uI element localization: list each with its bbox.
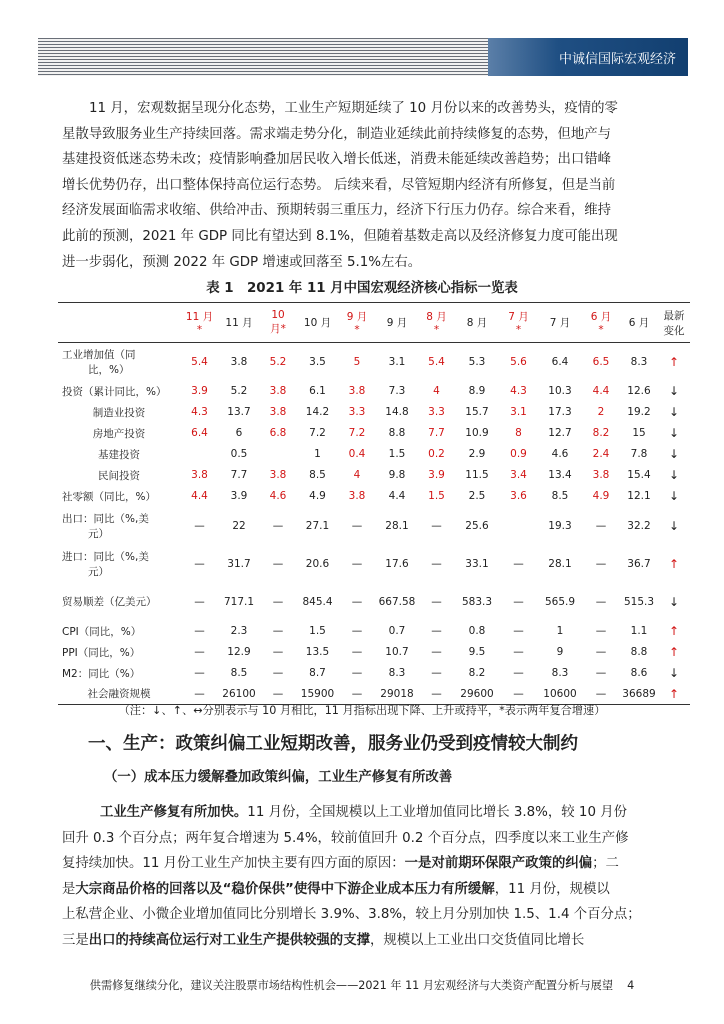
table-cell: 1.5 — [428, 490, 445, 502]
table-cell: — — [595, 667, 607, 679]
table-cell: — — [194, 625, 205, 637]
table-row — [58, 642, 690, 663]
row-label — [58, 343, 180, 381]
row-label-line: 社会融资规模 — [87, 688, 151, 701]
table-cell: 7.2 — [348, 427, 366, 439]
row-label-line: 制造业投资 — [92, 406, 146, 419]
table-cell — [180, 444, 219, 465]
table-cell: 6.8 — [269, 427, 287, 439]
table-cell: — — [272, 667, 284, 679]
table-cell: 3.9 — [230, 490, 248, 502]
table-cell: — — [431, 557, 442, 570]
table-cell: 3.8 — [592, 469, 610, 481]
row-label — [58, 486, 180, 507]
body-line: 回升 0.3 个百分点；两年复合增速为 5.4%，较前值回升 0.2 个百分点，四季度以来工业生产修 — [62, 830, 629, 846]
bold-phrase: 出口的持续高位运行对工业生产提供较强的支撑 — [88, 932, 370, 948]
table-cell: — — [272, 519, 284, 532]
table-cell: 4.3 — [510, 385, 527, 397]
header-line: 月* — [270, 323, 286, 335]
trend-down-icon: ↓ — [668, 447, 680, 461]
trend-up-icon: ↑ — [668, 624, 680, 638]
table-cell: — — [513, 625, 524, 637]
table-cell: 14.2 — [305, 406, 330, 418]
page-number: 4 — [627, 979, 635, 992]
table-cell: 25.6 — [465, 519, 489, 532]
header-brand: 中诚信国际宏观经济 — [558, 52, 676, 67]
table-cell: 3.3 — [428, 406, 445, 418]
table-cell: 0.4 — [348, 448, 366, 460]
table-row — [58, 663, 690, 684]
header-line: 7 月 — [549, 317, 571, 329]
table-cell: 4.9 — [592, 490, 610, 502]
table-cell: 8.9 — [468, 385, 486, 397]
page-header — [38, 38, 688, 76]
table-cell: 8.2 — [592, 427, 610, 439]
table-cell: 0.2 — [428, 448, 445, 460]
header-line: 8 月 — [426, 311, 447, 323]
table-cell: 12.1 — [627, 490, 651, 502]
table-cell: 3.9 — [191, 385, 208, 397]
table-cell: 7.7 — [230, 469, 248, 481]
table-cell: 6.5 — [592, 355, 610, 368]
trend-down-icon: ↓ — [668, 594, 680, 609]
table-cell: 8.5 — [551, 490, 569, 502]
table-cell: 0.9 — [510, 448, 527, 460]
table-cell: 8.5 — [230, 667, 248, 679]
table-cell: 13.4 — [548, 469, 572, 481]
table-cell: 8.3 — [630, 355, 648, 368]
row-label — [58, 642, 180, 663]
body-line — [62, 851, 662, 877]
table-cell: 8.7 — [309, 667, 326, 679]
table-body — [58, 343, 690, 705]
row-label — [58, 444, 180, 465]
row-label-line: 比，%） — [88, 363, 130, 376]
header-cell — [180, 303, 219, 343]
table-cell: — — [431, 667, 442, 679]
table-cell: 7.3 — [388, 385, 406, 397]
intro-line: 经济发展面临需求收缩、供给冲击、预期转弱三重压力，经济下行压力仍存。综合来看，维持 — [62, 203, 612, 219]
table-cell: 5 — [353, 355, 361, 368]
table-cell: 10.7 — [385, 646, 409, 658]
header-brand-band — [488, 38, 688, 76]
intro-line: 进一步弱化，预测 2022 年 GDP 增速或回落至 5.1%左右。 — [62, 254, 422, 270]
table-cell: — — [431, 646, 442, 658]
table-cell: — — [351, 625, 363, 637]
table-cell: 1.5 — [388, 448, 406, 460]
row-label — [58, 423, 180, 444]
row-label-line: M2：同比（%） — [62, 667, 141, 680]
table-cell: 7.8 — [630, 448, 648, 460]
table-cell: — — [351, 667, 363, 679]
table-cell: 0.8 — [468, 625, 486, 637]
table-cell: 5.4 — [191, 355, 208, 368]
row-label-line: 元） — [88, 565, 109, 578]
table-cell: — — [194, 667, 205, 679]
table-cell: — — [513, 646, 524, 658]
table-cell: — — [194, 519, 205, 532]
indicator-table — [58, 302, 690, 705]
table-cell: 15900 — [300, 687, 335, 700]
table-cell: — — [194, 646, 205, 658]
table-row — [58, 507, 690, 545]
row-label-line: 进口：同比（%,美 — [62, 550, 149, 563]
table-cell: 5.2 — [269, 355, 287, 368]
table-cell: — — [272, 625, 284, 637]
section-title: 一、生产：政策纠偏工业短期改善，服务业仍受到疫情较大制约 — [88, 734, 578, 754]
table-cell: 5.3 — [468, 355, 486, 368]
table-title: 表 1 2021 年 11 月中国宏观经济核心指标一览表 — [206, 281, 518, 296]
table-cell: 1.1 — [630, 625, 648, 637]
table-cell: 22 — [232, 519, 246, 532]
table-cell: 3.5 — [309, 355, 326, 368]
table-cell: 31.7 — [227, 557, 251, 570]
table-cell: — — [595, 557, 607, 570]
header-line: 10 — [271, 309, 285, 321]
table-cell: 3.1 — [388, 355, 406, 368]
row-label — [58, 663, 180, 684]
table-cell: 28.1 — [548, 557, 572, 570]
trend-down-icon: ↓ — [668, 518, 680, 533]
header-cell — [620, 303, 658, 343]
body-line — [62, 800, 662, 826]
table-cell: 4 — [433, 385, 440, 397]
header-cell — [418, 303, 455, 343]
table-cell: 4.3 — [191, 406, 208, 418]
header-cell — [259, 303, 297, 343]
table-cell: — — [513, 557, 524, 570]
table-cell: — — [351, 557, 363, 570]
table-cell: 29600 — [460, 687, 494, 700]
table-cell: 17.6 — [385, 557, 409, 570]
table-cell: 14.8 — [385, 406, 409, 418]
table-cell: 9.5 — [468, 646, 486, 658]
table-cell: — — [351, 595, 363, 608]
row-label-line: 工业增加值（同 — [62, 348, 136, 361]
table-row — [58, 381, 690, 402]
body-text: ，11 月份，规模以 — [494, 881, 610, 897]
row-label-line: CPI（同比，%） — [62, 625, 142, 638]
header-cell — [219, 303, 259, 343]
table-cell: 515.3 — [623, 595, 655, 608]
table-cell: 29018 — [380, 687, 414, 700]
table-cell: 36.7 — [627, 557, 651, 570]
header-line: 变化 — [663, 324, 685, 337]
table-row — [58, 423, 690, 444]
table-cell: 6.4 — [551, 355, 569, 368]
table-cell: 3.6 — [510, 490, 527, 502]
table-cell: 0.7 — [388, 625, 406, 637]
header-line: 8 月 — [466, 317, 488, 329]
table-cell: 717.1 — [223, 595, 255, 608]
table-cell: 2.5 — [468, 490, 486, 502]
table-cell: — — [595, 625, 607, 637]
table-cell: 12.9 — [227, 646, 251, 658]
row-label-line: 民间投资 — [98, 469, 140, 482]
intro-line: 增长优势仍存，出口整体保持高位运行态势。 后续来看，尽管短期内经济有所修复，但是当前 — [62, 177, 616, 193]
table-cell: 9 — [556, 646, 564, 658]
table-note: （注：↓、↑、↔分别表示与 10 月相比，11 月指标出现下降、上升或持平，*表示两年复合增速） — [118, 704, 606, 717]
body-text: 11 月份，全国规模以上工业增加值同比增长 3.8%，较 10 月份 — [247, 805, 628, 820]
table-cell: — — [194, 595, 205, 608]
table-cell: 8.3 — [551, 667, 569, 679]
table-cell: 7.7 — [428, 427, 445, 439]
table-cell: 15 — [632, 427, 646, 439]
table-cell: — — [194, 557, 205, 570]
header-line: 11 月 — [225, 317, 253, 329]
table-cell: 20.6 — [305, 557, 330, 570]
body-text: 三是 — [62, 932, 89, 948]
header-cell — [499, 303, 538, 343]
table-cell: 2.3 — [230, 625, 248, 637]
row-label — [58, 402, 180, 423]
table-cell: 3.8 — [269, 406, 287, 418]
footer-text: 供需修复继续分化，建议关注股票市场结构性机会——2021 年 11 月宏观经济与大类资产配置分析与展望 — [89, 979, 614, 992]
table-cell: 12.7 — [548, 427, 572, 439]
table-cell: 3.8 — [348, 385, 366, 397]
bold-phrase: 工业生产修复有所加快。 — [100, 805, 248, 820]
table-cell: 1 — [314, 448, 321, 460]
row-label — [58, 545, 180, 583]
table-header-row — [58, 303, 690, 343]
trend-down-icon: ↓ — [668, 405, 680, 419]
table-cell: 10600 — [543, 687, 577, 700]
table-cell: 3.4 — [510, 469, 527, 481]
table-cell: 2 — [597, 406, 605, 418]
table-cell: 4.6 — [551, 448, 569, 460]
table-cell: 8.2 — [468, 667, 486, 679]
header-line: * — [515, 324, 522, 336]
table-cell: — — [272, 557, 284, 570]
table-cell: — — [272, 687, 284, 700]
table-cell: 2.9 — [468, 448, 486, 460]
trend-down-icon: ↓ — [668, 468, 680, 482]
table-cell — [499, 507, 538, 545]
header-cell — [376, 303, 418, 343]
header-line: 最新 — [663, 309, 685, 322]
body-text: 是 — [62, 881, 76, 897]
header-cell — [297, 303, 338, 343]
table-cell: 3.8 — [348, 490, 366, 502]
header-line: 11 月 — [185, 311, 214, 323]
table-cell: — — [595, 519, 607, 532]
header-line: 10 月 — [303, 317, 332, 329]
row-label — [58, 381, 180, 402]
row-label-line: 贸易顺差（亿美元） — [62, 596, 157, 608]
table-cell: — — [595, 687, 607, 700]
trend-up-icon: ↑ — [668, 556, 680, 571]
table-cell: 8.3 — [388, 667, 406, 679]
table-cell: 667.58 — [378, 595, 416, 608]
table-cell: 19.3 — [548, 519, 572, 532]
table-cell: 5.2 — [230, 385, 248, 397]
table-cell: — — [194, 687, 205, 700]
table-cell: 8.6 — [630, 667, 648, 679]
table-cell: 4.6 — [269, 490, 287, 502]
table-cell: 26100 — [222, 687, 256, 700]
trend-up-icon: ↑ — [668, 686, 680, 701]
table-cell: 3.1 — [510, 406, 527, 418]
table-cell: — — [595, 595, 607, 608]
table-cell: 4.4 — [592, 385, 610, 397]
table-cell: 15.7 — [465, 406, 489, 418]
table-cell: 3.8 — [191, 469, 208, 481]
table-cell: 5.4 — [428, 355, 445, 368]
table-cell: 13.7 — [227, 406, 251, 418]
trend-up-icon: ↑ — [668, 354, 680, 369]
table-cell: 10.3 — [548, 385, 572, 397]
table-row — [58, 621, 690, 642]
table-cell: 11.5 — [465, 469, 489, 481]
header-line: 7 月 — [508, 311, 529, 323]
table-cell: — — [272, 646, 284, 658]
table-cell: 845.4 — [302, 595, 333, 608]
bold-phrase: 一是对前期环保限产政策的纠偏 — [404, 856, 593, 872]
header-cell — [582, 303, 620, 343]
body-line: 上私营企业、小微企业增加值同比分别增长 3.9%、3.8%，较上月分别加快 1.5、1.4 个百分点； — [62, 907, 641, 923]
header-line: * — [433, 324, 440, 336]
table-cell: 28.1 — [385, 519, 409, 532]
table-cell: 8.8 — [388, 427, 406, 439]
table-cell: 5.6 — [510, 355, 527, 368]
table-cell: 1.5 — [309, 625, 326, 637]
table-cell: 6.4 — [191, 427, 208, 439]
row-label-line: 房地产投资 — [92, 427, 146, 440]
intro-line: 此前的预测，2021 年 GDP 同比有望达到 8.1%，但随着基数走高以及经济修复力度可能出现 — [62, 228, 618, 244]
table-cell: — — [513, 595, 524, 608]
table-cell: 33.1 — [465, 557, 489, 570]
header-line: * — [598, 324, 604, 336]
table-cell: 1 — [556, 625, 564, 637]
table-cell: 6 — [235, 427, 243, 439]
table-row — [58, 465, 690, 486]
table-row — [58, 545, 690, 583]
table-cell: 4 — [353, 469, 361, 481]
table-cell: 3.9 — [428, 469, 445, 481]
header-line: 9 月 — [346, 311, 368, 323]
table-cell: — — [595, 646, 607, 658]
table-cell: 15.4 — [627, 469, 651, 481]
header-line: 6 月 — [590, 311, 612, 323]
table-cell: — — [513, 687, 524, 700]
header-cell — [338, 303, 376, 343]
table-cell: 12.6 — [627, 385, 651, 397]
table-cell: 17.3 — [548, 406, 572, 418]
table-cell — [259, 444, 297, 465]
table-cell: — — [351, 646, 363, 658]
row-label-line: PPI（同比，%） — [62, 646, 141, 659]
table-cell: — — [431, 595, 442, 608]
header-cell-empty — [58, 303, 180, 343]
header-cell — [455, 303, 499, 343]
table-cell: 8.8 — [630, 646, 648, 658]
table-cell: — — [351, 519, 363, 532]
table-cell: 3.3 — [348, 406, 366, 418]
body-text: ，规模以上工业出口交货值同比增长 — [369, 932, 585, 948]
table-cell: 4.9 — [309, 490, 326, 502]
table-row — [58, 583, 690, 621]
header-line: * — [354, 324, 360, 336]
row-label-line: 社零额（同比，%） — [62, 490, 156, 503]
header-line: 6 月 — [628, 317, 650, 329]
table-cell: 9.8 — [388, 469, 406, 481]
table-cell: 3.8 — [269, 385, 287, 397]
table-cell: 7.2 — [309, 427, 326, 439]
row-label-line: 出口：同比（%,美 — [62, 512, 149, 525]
table-cell: 13.5 — [305, 646, 330, 658]
body-line — [62, 877, 662, 903]
intro-paragraph — [62, 96, 662, 275]
trend-up-icon: ↑ — [668, 645, 680, 659]
table-cell: — — [431, 625, 442, 637]
table-row — [58, 486, 690, 507]
table-row — [58, 402, 690, 423]
table-cell: — — [513, 667, 524, 679]
table-cell: 2.4 — [592, 448, 610, 460]
row-label — [58, 583, 180, 621]
table-cell: 583.3 — [461, 595, 493, 608]
trend-down-icon: ↓ — [668, 426, 680, 440]
table-row — [58, 343, 690, 381]
header-cell — [538, 303, 582, 343]
table-cell: 565.9 — [544, 595, 576, 608]
body-text: ；二 — [592, 856, 619, 872]
header-line: * — [196, 324, 203, 336]
intro-line: 基建投资低迷态势未改；疫情影响叠加居民收入增长低迷，消费未能延续改善趋势；出口错峰 — [62, 152, 612, 168]
table-cell: 10.9 — [465, 427, 489, 439]
row-label-line: 基建投资 — [98, 448, 140, 461]
trend-down-icon: ↓ — [668, 666, 680, 680]
row-label — [58, 465, 180, 486]
body-line — [62, 928, 662, 954]
table-cell: 0.5 — [230, 448, 248, 460]
table-cell: 3.8 — [269, 469, 287, 481]
table-cell: 3.8 — [230, 355, 248, 368]
row-label-line: 元） — [88, 527, 109, 540]
row-label — [58, 507, 180, 545]
table-cell: — — [272, 595, 284, 608]
table-cell: 19.2 — [627, 406, 651, 418]
trend-down-icon: ↓ — [668, 489, 680, 503]
header-line: 9 月 — [386, 317, 408, 329]
table-cell: 8 — [515, 427, 522, 439]
table-cell: 4.4 — [191, 490, 208, 502]
intro-line: 星散导致服务业生产持续回落。需求端走势分化，制造业延续此前持续修复的态势，但地产与 — [62, 126, 612, 142]
bold-phrase: 大宗商品价格的回落以及“稳价保供”使得中下游企业成本压力有所缓解 — [75, 881, 495, 897]
table-cell: 6.1 — [309, 385, 326, 397]
table-cell: 27.1 — [305, 519, 330, 532]
table-cell: 4.4 — [388, 490, 406, 502]
trend-down-icon: ↓ — [668, 384, 680, 398]
body-text: 复持续加快。11 月份工业生产加快主要有四方面的原因： — [62, 856, 405, 872]
table-cell: 8.5 — [309, 469, 326, 481]
table-cell: — — [351, 687, 363, 700]
table-cell: — — [431, 687, 442, 700]
table-cell: — — [431, 519, 442, 532]
section-subtitle: （一）成本压力缓解叠加政策纠偏，工业生产修复有所改善 — [104, 770, 453, 785]
intro-line: 11 月，宏观数据呈现分化态势，工业生产短期延续了 10 月份以来的改善势头，疫情的零 — [89, 101, 618, 116]
table-cell: 32.2 — [627, 519, 651, 532]
row-label — [58, 621, 180, 642]
header-cell — [658, 303, 690, 343]
row-label-line: 投资（累计同比，%） — [62, 385, 167, 398]
table-row — [58, 444, 690, 465]
table-cell: 36689 — [622, 687, 656, 700]
body-paragraph — [62, 800, 662, 954]
page-footer — [0, 977, 724, 993]
